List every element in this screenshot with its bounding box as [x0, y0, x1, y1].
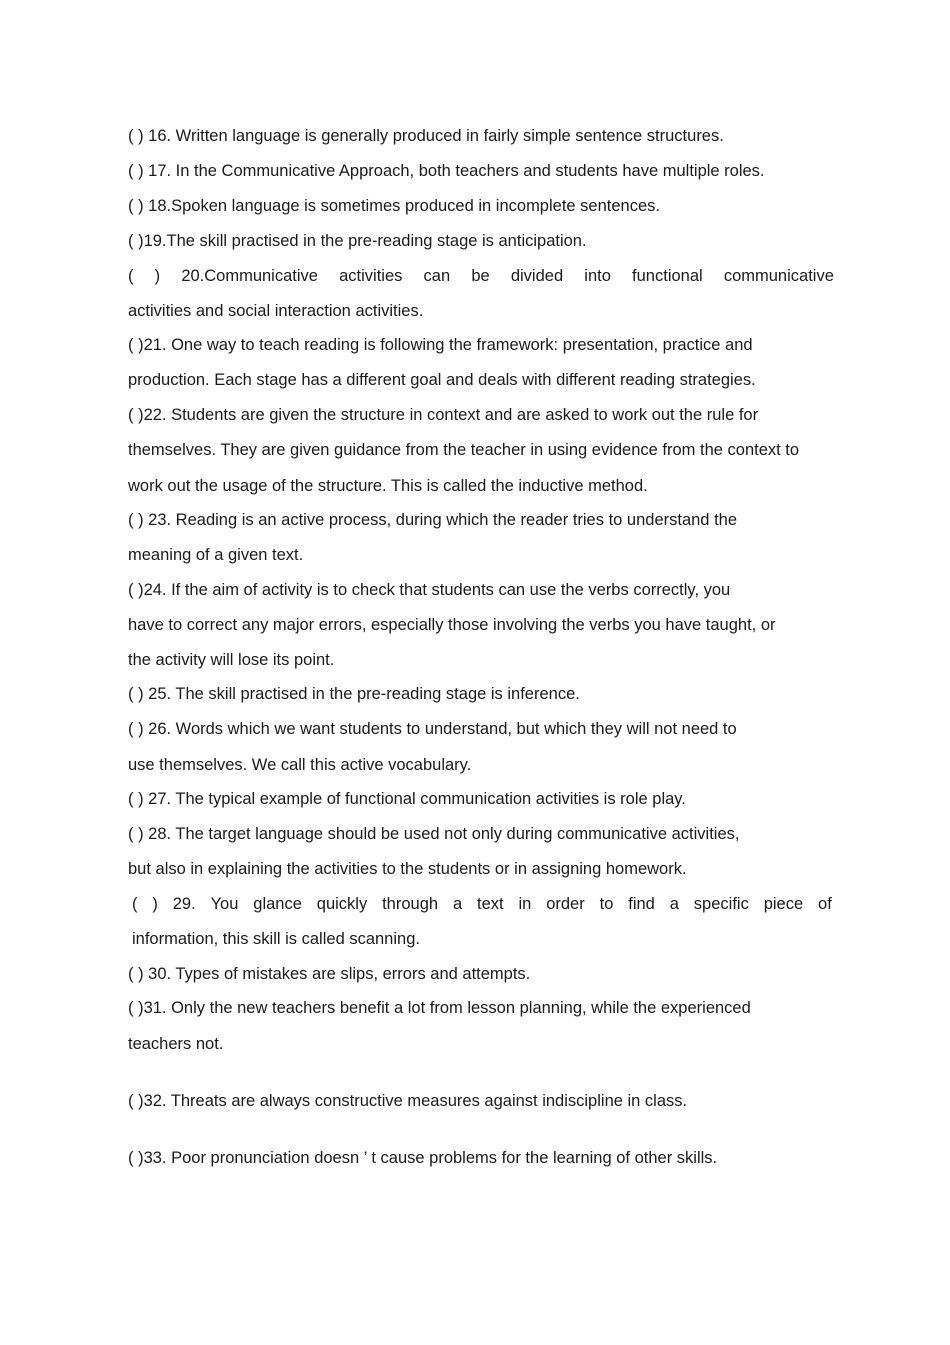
- question-23-line-2: meaning of a given text.: [128, 546, 304, 564]
- question-29-word: You: [210, 895, 239, 913]
- question-29-word: (: [132, 895, 138, 913]
- question-20-word: ): [154, 267, 161, 285]
- question-29-word: of: [818, 895, 832, 913]
- question-20-word: communicative: [723, 267, 834, 285]
- question-24-line-3: the activity will lose its point.: [128, 651, 335, 669]
- question-28-line-2: but also in explaining the activities to the students or in assigning homework.: [128, 860, 687, 878]
- question-20-word: divided: [510, 267, 564, 285]
- question-20-line-1: [128, 266, 834, 286]
- question-29-word: text: [477, 895, 504, 913]
- question-28-line-1: ( ) 28. The target language should be used not only during communicative activities,: [128, 825, 740, 843]
- question-29-word: find: [628, 895, 655, 913]
- question-21-line-1: ( )21. One way to teach reading is following the framework: presentation, practice and: [128, 336, 753, 354]
- question-21-line-2: production. Each stage has a different goal and deals with different reading strategies.: [128, 371, 756, 389]
- question-30: ( ) 30. Types of mistakes are slips, errors and attempts.: [128, 965, 531, 983]
- question-29-word: a: [452, 895, 463, 913]
- question-22-line-3: work out the usage of the structure. This is called the inductive method.: [128, 477, 648, 495]
- question-22-line-1: ( )22. Students are given the structure in context and are asked to work out the rule for: [128, 406, 759, 424]
- question-20-word: be: [471, 267, 490, 285]
- question-20-line-2: activities and social interaction activities.: [128, 302, 424, 320]
- question-29-line-2: information, this skill is called scanning.: [132, 930, 420, 948]
- question-33: ( )33. Poor pronunciation doesn ’ t cause problems for the learning of other skills.: [128, 1149, 718, 1167]
- question-29-line-1: [132, 894, 832, 914]
- question-29-word: glance: [253, 895, 302, 913]
- question-17: ( ) 17. In the Communicative Approach, both teachers and students have multiple roles.: [128, 162, 765, 180]
- question-29-word: piece: [763, 895, 804, 913]
- question-20-word: activities: [339, 267, 403, 285]
- question-26-line-2: use themselves. We call this active vocabulary.: [128, 756, 472, 774]
- question-16: ( ) 16. Written language is generally produced in fairly simple sentence structures.: [128, 127, 724, 145]
- question-32: ( )32. Threats are always constructive measures against indiscipline in class.: [128, 1092, 688, 1110]
- question-31-line-1: ( )31. Only the new teachers benefit a lot from lesson planning, while the experienced: [128, 999, 751, 1017]
- question-29-word: through: [382, 895, 439, 913]
- question-24-line-1: ( )24. If the aim of activity is to check that students can use the verbs correctly, you: [128, 581, 731, 599]
- question-20-word: 20.Communicative: [181, 267, 318, 285]
- question-19: ( )19.The skill practised in the pre-reading stage is anticipation.: [128, 232, 587, 250]
- question-29-word: to: [599, 895, 614, 913]
- question-23-line-1: ( ) 23. Reading is an active process, during which the reader tries to understand the: [128, 511, 738, 529]
- question-29-word: a: [669, 895, 679, 913]
- question-24-line-2: have to correct any major errors, especially those involving the verbs you have taught, or: [128, 616, 776, 634]
- question-29-word: order: [546, 895, 585, 913]
- question-27: ( ) 27. The typical example of functional communication activities is role play.: [128, 790, 686, 808]
- question-26-line-1: ( ) 26. Words which we want students to understand, but which they will not need to: [128, 720, 737, 738]
- question-20-word: into: [584, 267, 611, 285]
- question-29-word: 29.: [172, 895, 196, 913]
- question-20-word: can: [423, 267, 451, 285]
- question-18: ( ) 18.Spoken language is sometimes produced in incomplete sentences.: [128, 197, 660, 215]
- question-29-word: ): [152, 895, 158, 913]
- question-20-word: (: [128, 267, 134, 285]
- question-20-word: functional: [632, 267, 703, 285]
- question-29-word: specific: [693, 895, 749, 913]
- question-22-line-2: themselves. They are given guidance from the teacher in using evidence from the context to: [128, 441, 800, 459]
- question-29-word: in: [518, 895, 532, 913]
- question-31-line-2: teachers not.: [128, 1035, 224, 1053]
- question-25: ( ) 25. The skill practised in the pre-reading stage is inference.: [128, 685, 580, 703]
- question-29-word: quickly: [316, 895, 368, 913]
